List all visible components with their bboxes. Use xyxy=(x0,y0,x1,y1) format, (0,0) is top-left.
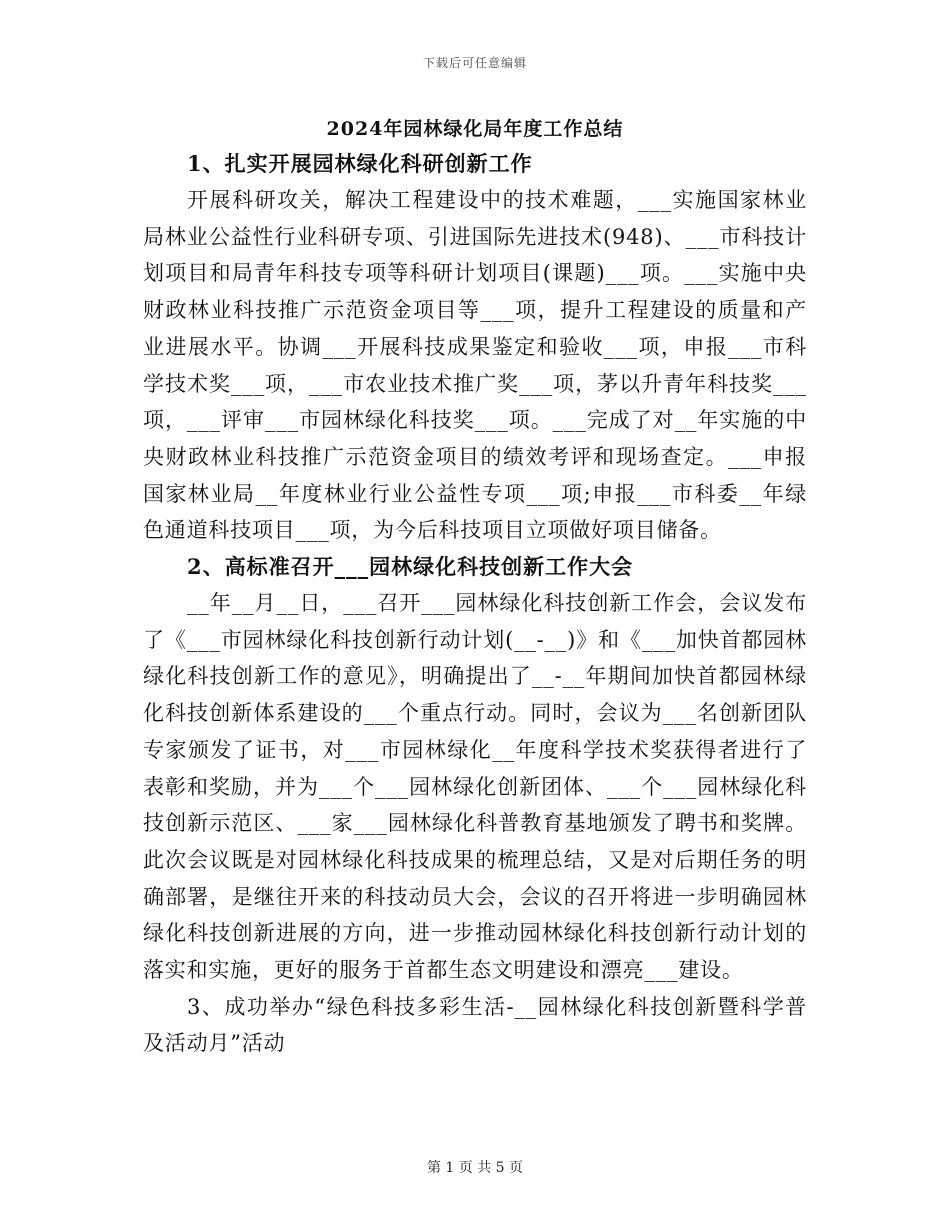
page-header-note: 下载后可任意编辑 xyxy=(422,56,527,70)
section-1-paragraph: 开展科研攻关，解决工程建设中的技术难题，___实施国家林业局林业公益性行业科研专项、引进国际先进技术(948)、___市科技计划项目和局青年科技专项等科研计划项目(课题)___项。___实施中央财政林业科技推广示范资金项目等___项，提升工程建设的质量和产业进展水平。协调___开展科技成果鉴定和验收___项，申报___市科学技术奖___项，___市农业技术推广奖___项，茅以升青年科技奖___项，___评审___市园林绿化科技奖___项。___完成了对__年实施的中央财政林业科技推广示范资金项目的绩效考评和现场查定。___申报国家林业局__年度林业行业公益性专项___项;申报___市科委__年绿色通道科技项目___项，为今后科技项目立项做好项目储备。 xyxy=(143,188,807,543)
section-1-heading: 1、扎实开展园林绿化科研创新工作 xyxy=(187,151,533,176)
section-2-paragraph: __年__月__日，___召开___园林绿化科技创新工作会，会议发布了《___市园林绿化科技创新行动计划(__-__)》和《___加快首都园林绿化科技创新工作的意见》，明确提出了__-__年期间加快首都园林绿化科技创新体系建设的___个重点行动。同时，会议为___名创新团队专家颁发了证书，对___市园林绿化__年度科学技术奖获得者进行了表彰和奖励，并为___个___园林绿化创新团体、___个___园林绿化科技创新示范区、___家___园林绿化科普教育基地颁发了聘书和奖牌。此次会议既是对园林绿化科技成果的梳理总结，又是对后期任务的明确部署，是继往开来的科技动员大会，会议的召开将进一步明确园林绿化科技创新进展的方向，进一步推动园林绿化科技创新行动计划的落实和实施，更好的服务于首都生态文明建设和漂亮___建设。 xyxy=(143,591,807,983)
section-3-heading: 3、成功举办“绿色科技多彩生活-__园林绿化科技创新暨科学普及活动月”活动 xyxy=(143,994,807,1055)
page-number: 第 1 页 共 5 页 xyxy=(426,1160,524,1176)
document-title: 2024年园林绿化局年度工作总结 xyxy=(326,118,624,140)
document-body xyxy=(143,146,807,1061)
section-2-heading: 2、高标准召开___园林绿化科技创新工作大会 xyxy=(187,554,634,580)
